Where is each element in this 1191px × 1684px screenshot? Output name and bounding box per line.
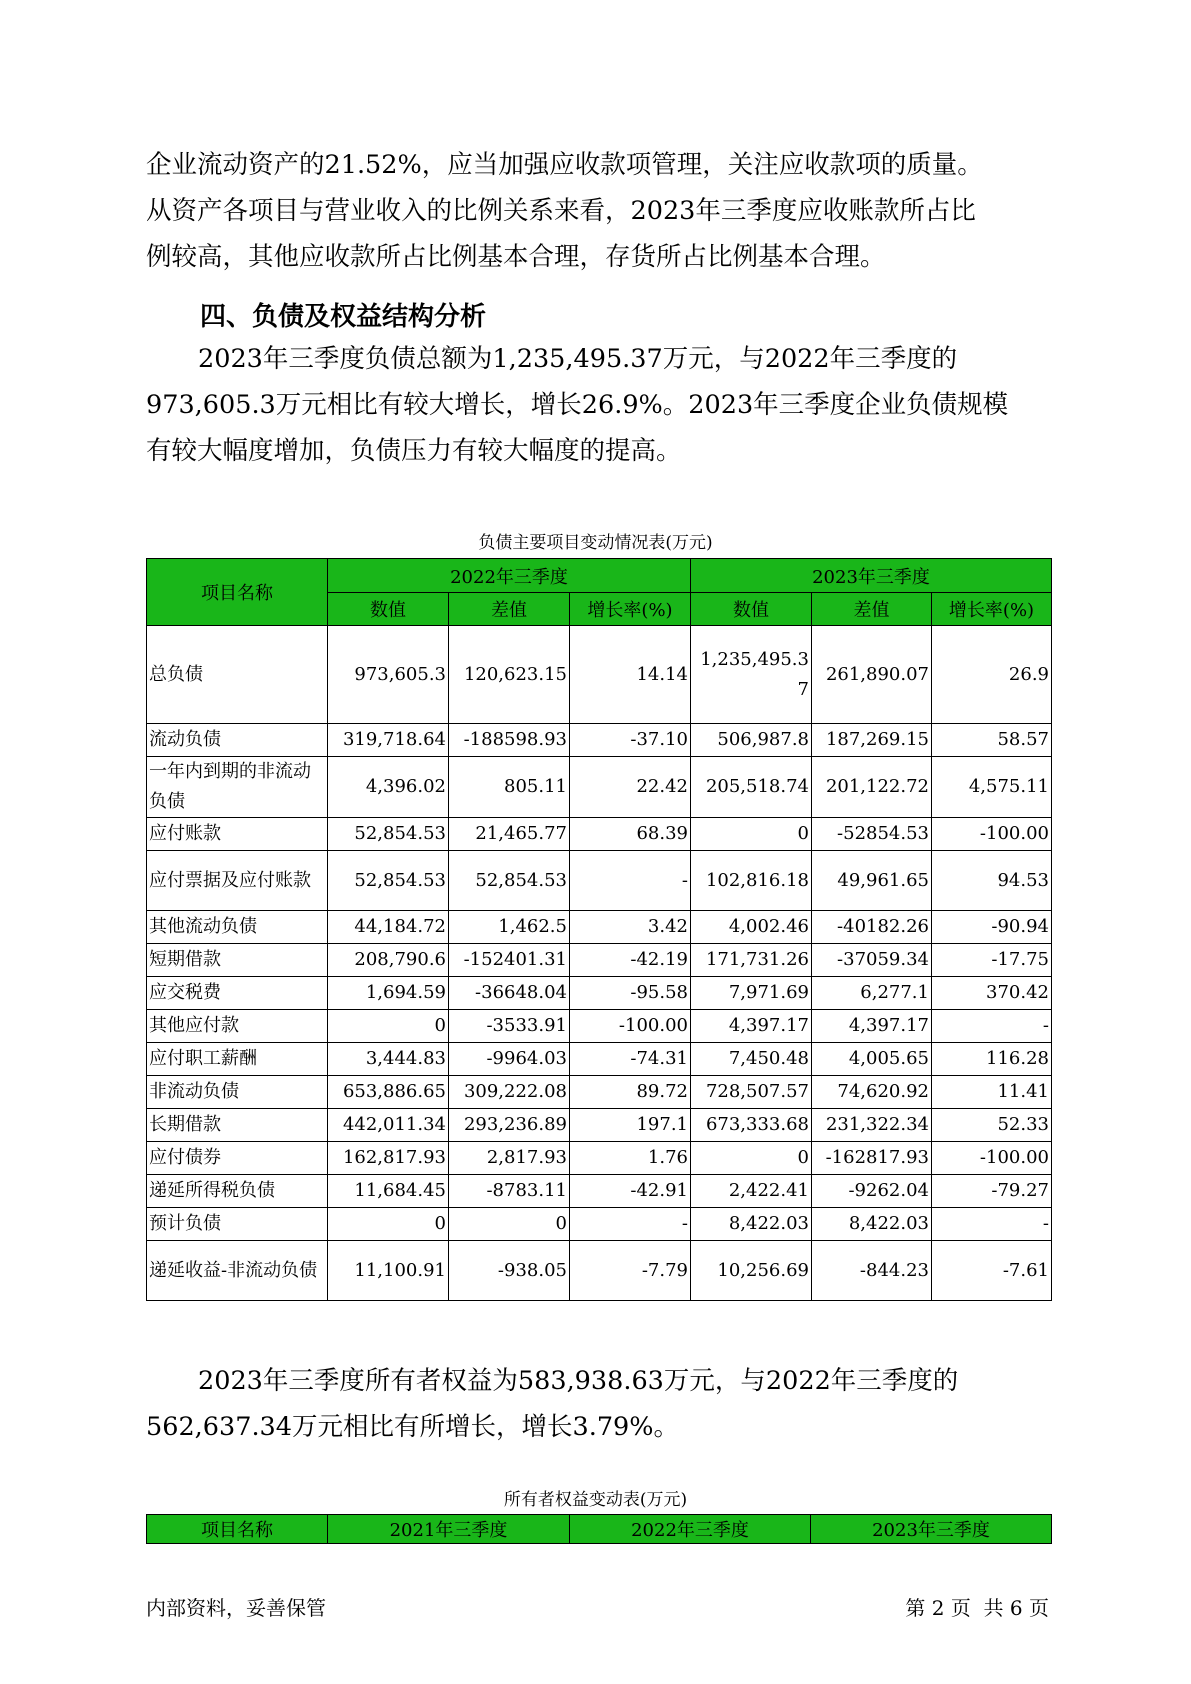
table-cell: -42.91 [570,1175,691,1208]
table-cell: 197.1 [570,1109,691,1142]
table-cell: 231,322.34 [812,1109,932,1142]
table-cell: 14.14 [570,626,691,724]
table-row [147,818,1052,851]
table-row [147,944,1052,977]
item-name-header: 项目名称 [147,559,328,626]
table-cell: -7.79 [570,1241,691,1301]
table-cell: 442,011.34 [328,1109,449,1142]
debt-table-body [147,626,1052,1301]
table-cell: -42.19 [570,944,691,977]
table-cell: 26.9 [932,626,1052,724]
table-cell: 201,122.72 [812,757,932,818]
equity-table-caption: 所有者权益变动表(万元) [503,1490,688,1510]
table-cell: 4,005.65 [812,1043,932,1076]
column-header: 差值 [449,593,570,626]
table-cell: 7,971.69 [691,977,812,1010]
table-cell: 58.57 [932,724,1052,757]
table-row [147,911,1052,944]
intro-paragraph [146,142,1046,280]
table-row [147,1142,1052,1175]
table-cell: - [570,1208,691,1241]
table-cell: - [932,1208,1052,1241]
table-cell: 21,465.77 [449,818,570,851]
row-label: 长期借款 [147,1109,328,1142]
debt-table-caption: 负债主要项目变动情况表(万元) [478,533,713,553]
table-cell: -7.61 [932,1241,1052,1301]
table-cell: 370.42 [932,977,1052,1010]
table-row [147,977,1052,1010]
row-label: 一年内到期的非流动负债 [147,757,328,818]
table-cell: 162,817.93 [328,1142,449,1175]
row-label: 应付职工薪酬 [147,1043,328,1076]
table-cell: 3,444.83 [328,1043,449,1076]
table-cell: -162817.93 [812,1142,932,1175]
table-row [147,1208,1052,1241]
column-header: 项目名称 [147,1515,328,1544]
table-cell: 0 [691,818,812,851]
table-cell: 4,575.11 [932,757,1052,818]
row-label: 其他应付款 [147,1010,328,1043]
row-label: 短期借款 [147,944,328,977]
table-cell: 1,694.59 [328,977,449,1010]
table-cell: 2,422.41 [691,1175,812,1208]
table-row [147,851,1052,911]
table-cell: 1,462.5 [449,911,570,944]
table-cell: -79.27 [932,1175,1052,1208]
table-row [147,757,1052,818]
row-label: 应付票据及应付账款 [147,851,328,911]
debt-table [146,558,1052,1301]
footer-confidential-note: 内部资料，妥善保管 [146,1596,326,1620]
text-line: 973,605.3万元相比有较大增长，增长26.9%。2023年三季度企业负债规模 [146,390,1009,420]
table-cell: 0 [328,1010,449,1043]
table-cell: 52.33 [932,1109,1052,1142]
footer-page-number: 第 2 页 共 6 页 [905,1596,1049,1620]
table-cell: 4,002.46 [691,911,812,944]
table-cell: 11.41 [932,1076,1052,1109]
section-heading: 四、负债及权益结构分析 [200,302,487,332]
table-cell: 10,256.69 [691,1241,812,1301]
table-row [147,1175,1052,1208]
table-cell: -95.58 [570,977,691,1010]
column-header: 增长率(%) [570,593,691,626]
table-cell: -37059.34 [812,944,932,977]
table-cell: 49,961.65 [812,851,932,911]
equity-table [146,1514,1052,1544]
table-cell: 52,854.53 [449,851,570,911]
table-cell: 102,816.18 [691,851,812,911]
table-row [147,724,1052,757]
column-header: 2022年三季度 [570,1515,811,1544]
debt-paragraph [146,336,1046,474]
table-cell: 205,518.74 [691,757,812,818]
table-row [147,1043,1052,1076]
table-cell: -90.94 [932,911,1052,944]
table-cell: 2,817.93 [449,1142,570,1175]
table-cell: -37.10 [570,724,691,757]
table-cell: 0 [691,1142,812,1175]
table-cell: 728,507.57 [691,1076,812,1109]
column-header: 差值 [812,593,932,626]
text-line: 562,637.34万元相比有所增长，增长3.79%。 [146,1412,680,1442]
table-cell: -52854.53 [812,818,932,851]
table-cell: -9262.04 [812,1175,932,1208]
period-header: 2022年三季度 [328,559,691,593]
table-cell: -40182.26 [812,911,932,944]
equity-paragraph [146,1358,1046,1450]
column-header: 增长率(%) [932,593,1052,626]
table-cell: 973,605.3 [328,626,449,724]
table-cell: 68.39 [570,818,691,851]
table-cell: 0 [328,1208,449,1241]
row-label: 流动负债 [147,724,328,757]
table-cell: 116.28 [932,1043,1052,1076]
text-line: 有较大幅度增加，负债压力有较大幅度的提高。 [146,436,682,466]
table-cell: 309,222.08 [449,1076,570,1109]
table-cell: -100.00 [932,1142,1052,1175]
table-cell: 74,620.92 [812,1076,932,1109]
table-cell: 52,854.53 [328,818,449,851]
table-cell: 8,422.03 [812,1208,932,1241]
table-cell: -9964.03 [449,1043,570,1076]
table-cell: -938.05 [449,1241,570,1301]
table-cell: -844.23 [812,1241,932,1301]
row-label: 应付债券 [147,1142,328,1175]
table-cell: 653,886.65 [328,1076,449,1109]
column-header: 数值 [691,593,812,626]
row-label: 递延所得税负债 [147,1175,328,1208]
text-line: 企业流动资产的21.52%，应当加强应收款项管理，关注应收款项的质量。 [146,150,983,180]
table-cell: 89.72 [570,1076,691,1109]
table-cell: 44,184.72 [328,911,449,944]
table-cell: 6,277.1 [812,977,932,1010]
table-cell: - [932,1010,1052,1043]
table-cell: 94.53 [932,851,1052,911]
row-label: 应交税费 [147,977,328,1010]
table-cell: -188598.93 [449,724,570,757]
table-cell: 171,731.26 [691,944,812,977]
row-label: 其他流动负债 [147,911,328,944]
table-cell: 187,269.15 [812,724,932,757]
table-cell: 0 [449,1208,570,1241]
table-cell: 208,790.6 [328,944,449,977]
table-cell: -152401.31 [449,944,570,977]
table-cell: -74.31 [570,1043,691,1076]
table-cell: 4,397.17 [812,1010,932,1043]
row-label: 非流动负债 [147,1076,328,1109]
column-header: 2021年三季度 [328,1515,570,1544]
table-cell: -17.75 [932,944,1052,977]
table-cell: 3.42 [570,911,691,944]
table-cell: 1,235,495.37 [691,626,812,724]
table-cell: 319,718.64 [328,724,449,757]
table-row [147,1010,1052,1043]
table-cell: -3533.91 [449,1010,570,1043]
table-cell: 52,854.53 [328,851,449,911]
row-label: 总负债 [147,626,328,724]
table-cell: -8783.11 [449,1175,570,1208]
table-cell: 11,684.45 [328,1175,449,1208]
table-cell: 673,333.68 [691,1109,812,1142]
column-header: 2023年三季度 [811,1515,1052,1544]
table-cell: 4,397.17 [691,1010,812,1043]
table-row [147,1241,1052,1301]
period-header: 2023年三季度 [691,559,1052,593]
table-cell: 8,422.03 [691,1208,812,1241]
table-cell: 4,396.02 [328,757,449,818]
table-row [147,1076,1052,1109]
row-label: 预计负债 [147,1208,328,1241]
table-cell: -100.00 [932,818,1052,851]
table-cell: 120,623.15 [449,626,570,724]
text-line: 2023年三季度所有者权益为583,938.63万元，与2022年三季度的 [198,1366,959,1396]
table-cell: -100.00 [570,1010,691,1043]
table-cell: 261,890.07 [812,626,932,724]
table-cell: 1.76 [570,1142,691,1175]
table-cell: 11,100.91 [328,1241,449,1301]
column-header: 数值 [328,593,449,626]
table-cell: 293,236.89 [449,1109,570,1142]
table-cell: - [570,851,691,911]
row-label: 应付账款 [147,818,328,851]
row-label: 递延收益-非流动负债 [147,1241,328,1301]
table-cell: 7,450.48 [691,1043,812,1076]
table-row [147,1109,1052,1142]
table-cell: 506,987.8 [691,724,812,757]
table-cell: -36648.04 [449,977,570,1010]
text-line: 2023年三季度负债总额为1,235,495.37万元，与2022年三季度的 [198,344,958,374]
text-line: 从资产各项目与营业收入的比例关系来看，2023年三季度应收账款所占比 [146,196,976,226]
text-line: 例较高，其他应收款所占比例基本合理，存货所占比例基本合理。 [146,242,886,272]
table-cell: 22.42 [570,757,691,818]
table-cell: 805.11 [449,757,570,818]
table-row [147,626,1052,724]
